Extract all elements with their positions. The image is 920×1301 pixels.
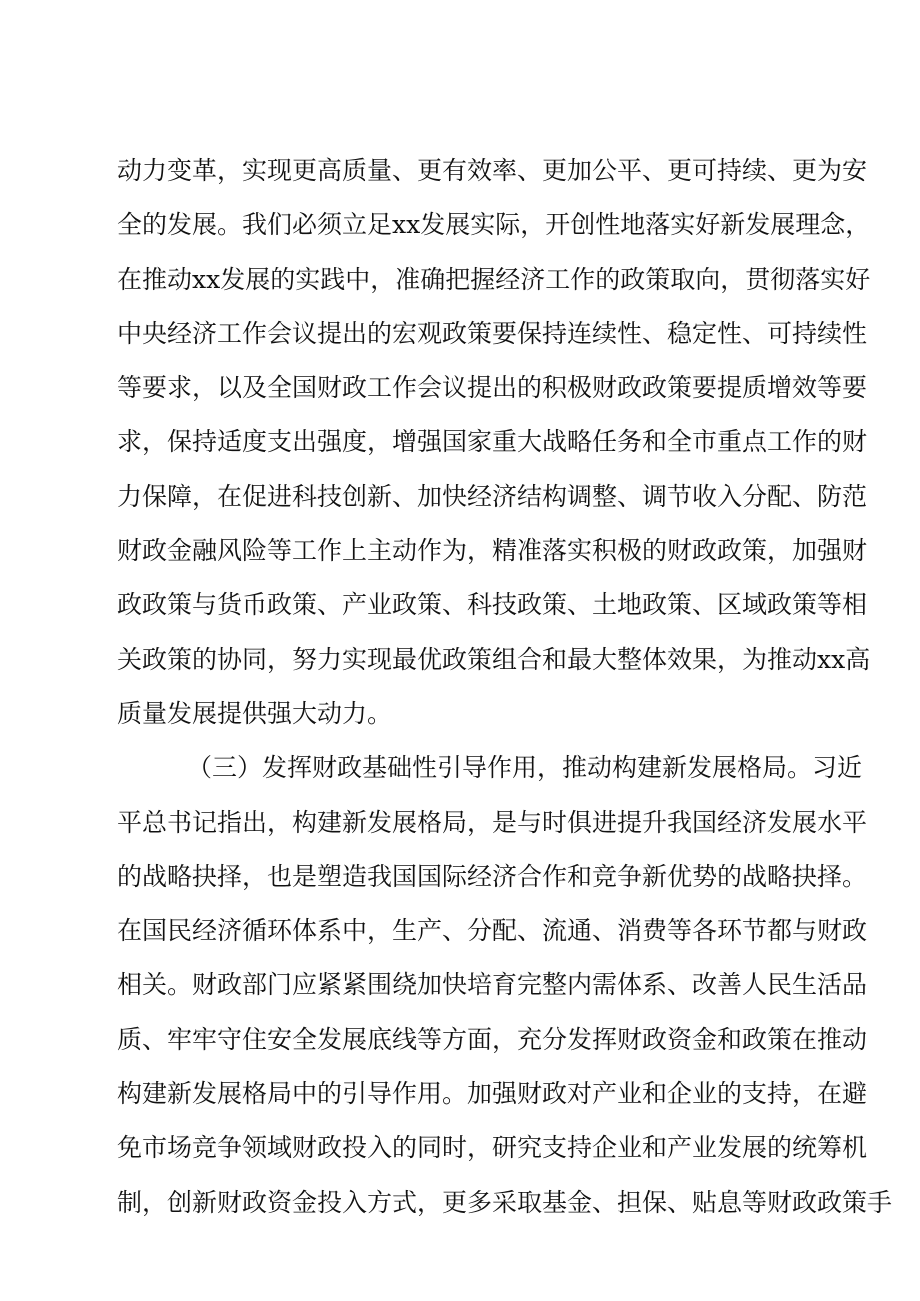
text-line: 财政金融风险等工作上主动作为，精准落实积极的财政政策，加强财	[117, 536, 868, 566]
text-line: 平总书记指出，构建新发展格局，是与时俱进提升我国经济发展水平	[117, 807, 868, 837]
text-line: 动力变革，实现更高质量、更有效率、更加公平、更可持续、更为安	[117, 156, 868, 185]
paragraph-end-line: 质量发展提供强大动力。	[117, 698, 393, 728]
text-line: 在推动xx发展的实践中，准确把握经济工作的政策取向，贯彻落实好	[117, 264, 871, 294]
text-line: 全的发展。我们必须立足xx发展实际，开创性地落实好新发展理念，	[117, 210, 871, 240]
text-line: 免市场竞争领域财政投入的同时，研究支持企业和产业发展的统筹机	[117, 1133, 868, 1163]
text-line: 制，创新财政资金投入方式，更多采取基金、担保、贴息等财政政策手	[117, 1187, 893, 1217]
text-line: 相关。财政部门应紧紧围绕加快培育完整内需体系、改善人民生活品	[117, 970, 868, 1000]
text-line: 在国民经济循环体系中，生产、分配、流通、消费等各环节都与财政	[117, 916, 868, 946]
text-line: 力保障，在促进科技创新、加快经济结构调整、调节收入分配、防范	[117, 481, 868, 511]
text-line: 关政策的协同，努力实现最优政策组合和最大整体效果，为推动xx高	[117, 644, 871, 674]
text-line: 求，保持适度支出强度，增强国家重大战略任务和全市重点工作的财	[117, 427, 868, 457]
text-line: 构建新发展格局中的引导作用。加强财政对产业和企业的支持，在避	[117, 1079, 868, 1109]
section-heading-line: （三）发挥财政基础性引导作用，推动构建新发展格局。习近	[187, 753, 863, 783]
text-line: 中央经济工作会议提出的宏观政策要保持连续性、稳定性、可持续性	[117, 318, 868, 348]
text-line: 等要求，以及全国财政工作会议提出的积极财政政策要提质增效等要	[117, 373, 868, 403]
body-text	[117, 144, 893, 1230]
text-line: 的战略抉择，也是塑造我国国际经济合作和竞争新优势的战略抉择。	[117, 861, 868, 891]
text-line: 政政策与货币政策、产业政策、科技政策、土地政策、区域政策等相	[117, 590, 868, 620]
text-line: 质、牢牢守住安全发展底线等方面，充分发挥财政资金和政策在推动	[117, 1024, 868, 1054]
